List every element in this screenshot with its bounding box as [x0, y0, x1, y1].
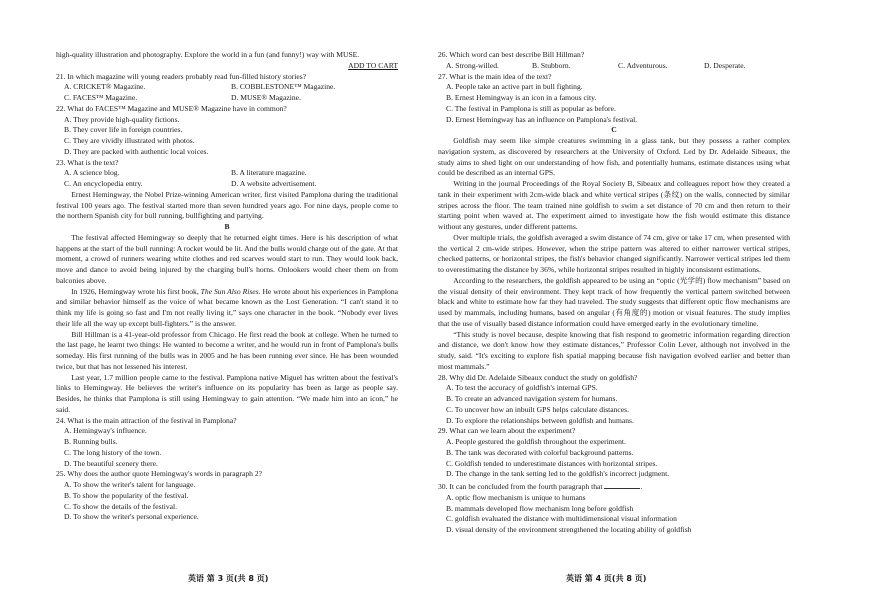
answer-blank: [604, 480, 643, 491]
option-d: D. visual density of the environment strengthened the locating ability of goldfish: [446, 525, 692, 534]
option-a: A. CRICKET® Magazine.: [64, 82, 146, 92]
option-a: A. They provide high-quality fictions.: [64, 114, 180, 124]
paragraph: The festival affected Hemingway so deeply that he returned eight times. Here is his description of what happens at the start of the bull running: A rocket would be lit. And the bulls would charge out of the gate. At that moment, a crowd of runners wearing white clothes and red scarves would start to run. They would look back, move and dance to avoid being injured by the charging bull's horns. Onlookers would cheer them on from balconies above.: [56, 232, 398, 285]
option-c: C. FACES™ Magazine.: [64, 93, 138, 102]
question-stem: 26. Which word can best describe Bill Hillman?: [438, 50, 585, 59]
text-run: . He wrote about his experiences in Pamplona and similar behavior himself as the voice of what became known as the Lost Generation. “I can't stand it to think my life is going so fast and I'm not really living it,” says one character in the book. “Nobody ever lives their life all the way up except bull-fighters.” is the answer.: [56, 286, 398, 328]
paragraph: Writing in the journal Proceedings of the Royal Society B, Sibeaux and colleagues report how they created a tank in their experiment with 2cm-wide black and white vertical stripes (条纹) on the walls, connected by similar stripes across the floor. The team trained nine goldfish to swim a set distance of 70 cm and then return to their starting point when waved at. The experiment aimed to investigate how the fish would estimate this distance without any gestures, under different patterns.: [438, 179, 790, 231]
question-stem: 25. Why does the author quote Hemingway's words in paragraph 2?: [56, 469, 262, 479]
question-stem: 28. Why did Dr. Adelaide Sibeaux conduct the study on goldfish?: [438, 372, 638, 382]
option-c: C. Goldfish tended to underestimate distances with horizontal stripes.: [446, 458, 658, 468]
page-footer-left: 英语 第 3 页(共 8 页): [188, 574, 269, 583]
option-d: D. Ernest Hemingway has an influence on Pamplona's festival.: [446, 114, 638, 124]
option-c: C. Adventurous.: [618, 60, 668, 70]
paragraph: Goldfish may seem like simple creatures swimming in a glass tank, but they possess a rather complex navigation system, as discovered by researchers at the University of Oxford. Led by Dr. Adelaide Sibeaux, the study aims to shed light on our understanding of how fish, and potentially humans, estimate distances using what could be described as an internal GPS.: [438, 136, 790, 178]
question-28: [438, 373, 790, 427]
option-a: A. People take an active part in bull fighting.: [446, 82, 583, 92]
question-stem: 24. What is the main attraction of the festival in Pamplona?: [56, 415, 237, 425]
option-c: C. To show the details of the festival.: [64, 501, 178, 511]
option-b: B. Stubborn.: [532, 60, 571, 70]
paragraph: Over multiple trials, the goldfish averaged a swim distance of 74 cm, give or take 17 cm, when presented with the vertical 2 cm-wide stripes. However, when the stripe pattern was altered to either narrower vertical stripes, checked patterns, or horizontal stripes, the fish's behavior changed significantly. Narrower vertical stripes led them to overestimating the distance by 36%, while horizontal stripes resulted in highly inconsistent estimations.: [438, 232, 790, 274]
option-b: B. Ernest Hemingway is an icon in a famous city.: [446, 93, 597, 102]
page-footer-right: 英语 第 4 页(共 8 页): [566, 574, 647, 583]
question-26: [438, 50, 790, 72]
question-21: [56, 72, 398, 104]
stem-end: .: [640, 482, 643, 491]
option-b: B. They cover life in foreign countries.: [64, 125, 183, 135]
passage-c: [438, 125, 790, 372]
question-30: [438, 480, 790, 536]
text-run: In 1926, Hemingway wrote his first book,: [71, 286, 201, 296]
question-29: [438, 426, 790, 480]
paragraph: Last year, 1.7 million people came to the festival. Pamplona native Miguel has written about the festival's links to Hemingway. He believes the writer's influence on its popularity has been as large as people say. Besides, he thinks that Pamplona is still using Hemingway to gain attention. “We made him into an icon,” he said.: [56, 372, 398, 414]
stem-text: 30. It can be concluded from the fourth paragraph that: [438, 482, 603, 491]
question-stem: 29. What can we learn about the experiment?: [438, 426, 576, 436]
left-column: [56, 50, 398, 523]
option-b: B. To show the popularity of the festival.: [64, 490, 189, 500]
option-c: C. The festival in Pamplona is still as popular as before.: [446, 103, 616, 113]
intro-text: high-quality illustration and photography. Explore the world in a fun (and funny!) way with MUSE.: [56, 50, 360, 59]
option-b: B. COBBLESTONE™ Magazine.: [231, 82, 336, 92]
option-d: D. The beautiful scenery there.: [64, 458, 158, 468]
option-c: C. An encyclopedia entry.: [64, 179, 143, 188]
option-d: D. Desperate.: [704, 60, 746, 70]
option-a: A. optic flow mechanism is unique to humans: [446, 492, 586, 502]
option-a: A. To test the accuracy of goldfish's internal GPS.: [446, 383, 598, 393]
passage-b: [56, 190, 398, 416]
question-22: [56, 104, 398, 158]
question-stem: 23. What is the text?: [56, 157, 119, 167]
question-23: [56, 158, 398, 190]
option-a: A. People gestured the goldfish throughout the experiment.: [446, 437, 626, 446]
option-d: D. The change in the tank setting led to the goldfish's incorrect judgment.: [446, 469, 670, 479]
option-d: D. To explore the relationships between goldfish and humans.: [446, 415, 634, 425]
add-to-cart-link[interactable]: ADD TO CART: [348, 60, 398, 70]
option-d: D. To show the writer's personal experience.: [64, 512, 199, 522]
paragraph: [56, 287, 398, 330]
option-b: B. Running bulls.: [64, 437, 118, 446]
option-a: A. Strong-willed.: [446, 60, 499, 70]
option-a: A. A science blog.: [64, 168, 120, 178]
option-d: D. MUSE® Magazine.: [231, 93, 301, 102]
paragraph: According to the researchers, the goldfish appeared to be using an “optic (光学的) flow mechanism” based on the visual density of their environment. They kept track of how frequently the vertical pattern switched between black and white to estimate how far they had traveled. The study suggests that different optic flow mechanisms are used by mammals, including humans, based on angular (有角度的) motion or visual features. The study implies that the use of visually based distance information could have emerged early in the evolutionary timeline.: [438, 275, 790, 328]
option-a: A. Hemingway's influence.: [64, 426, 147, 436]
option-c: C. The long history of the town.: [64, 447, 162, 457]
question-27: [438, 72, 790, 126]
option-d: D. A website advertisement.: [231, 179, 317, 188]
question-stem: [438, 480, 790, 493]
option-d: D. They are packed with authentic local voices.: [64, 146, 209, 156]
paragraph: Ernest Hemingway, the Nobel Prize-winning American writer, first visited Pamplona during the traditional festival 100 years ago. The festival started more than seven hundred years ago. For nine days, people come to the northern Spanish city for bull running, bullfighting and partying.: [56, 189, 398, 221]
right-column: [438, 50, 790, 536]
option-b: B. A literature magazine.: [231, 168, 307, 178]
section-label: C: [611, 125, 617, 135]
question-25: [56, 469, 398, 523]
paragraph: Bill Hillman is a 41-year-old professor from Chicago. He first read the book at college. When he turned to the last page, he learnt two things: He wanted to become a writer, and he would run in front of Pamplona's bulls someday. His first running of the bulls was in 2005 and he has been running ever since. He has been wounded twice, but that has not lessened his interest.: [56, 329, 398, 371]
option-b: B. The tank was decorated with colorful background patterns.: [446, 447, 634, 457]
book-title: The Sun Also Rises: [200, 286, 259, 296]
option-c: C. They are vividly illustrated with photos.: [64, 136, 195, 145]
paragraph: “This study is novel because, despite knowing that fish respond to geometric information regarding direction and distance, we don't know how they estimate distances,” Professor Colin Lever, although not involved in the study, said. “It's exciting to explore fish spatial mapping because fish navigation evolved earlier and better than most mammals.”: [438, 329, 790, 371]
question-stem: 22. What do FACES™ Magazine and MUSE® Magazine have in common?: [56, 103, 287, 113]
option-b: B. To create an advanced navigation system for humans.: [446, 394, 618, 403]
question-stem: 21. In which magazine will young readers probably read fun-filled history stories?: [56, 71, 307, 81]
section-label: B: [224, 222, 230, 231]
option-c: C. goldfish evaluated the distance with multidimensional visual information: [446, 514, 677, 524]
option-a: A. To show the writer's talent for language.: [64, 480, 196, 489]
option-c: C. To uncover how an inbuilt GPS helps calculate distances.: [446, 404, 630, 414]
option-b: B. mammals developed flow mechanism long before goldfish: [446, 503, 634, 513]
question-stem: 27. What is the main idea of the text?: [438, 71, 552, 81]
question-24: [56, 416, 398, 470]
